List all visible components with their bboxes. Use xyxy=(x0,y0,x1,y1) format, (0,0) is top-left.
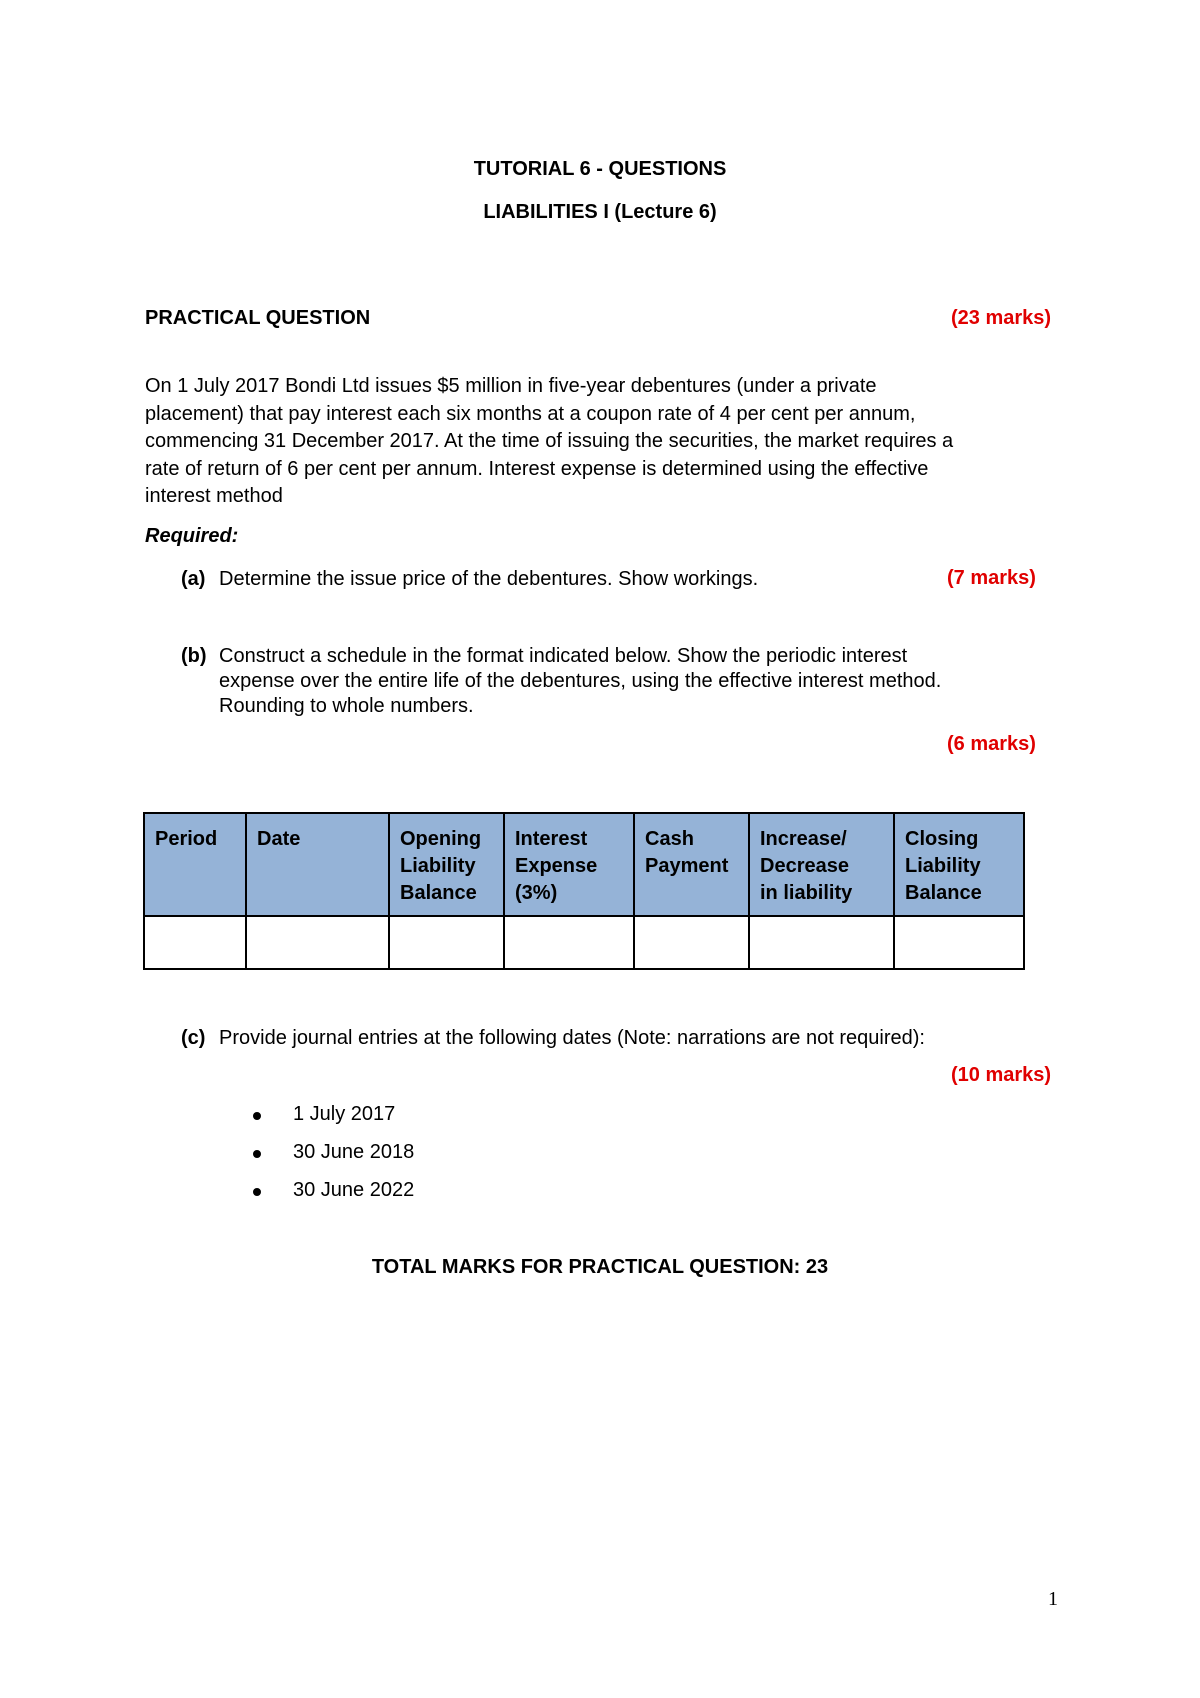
document-title: TUTORIAL 6 - QUESTIONS xyxy=(473,158,727,180)
part-b-label: (b) xyxy=(181,645,207,667)
header-increase-decrease: Increase/ Decrease in liability xyxy=(749,813,894,916)
part-b-text xyxy=(219,644,941,719)
paragraph-line: placement) that pay interest each six months at a coupon rate of 4 per cent per annum, xyxy=(145,402,916,425)
schedule-table xyxy=(143,812,1025,970)
table-row xyxy=(144,916,1024,969)
table-cell xyxy=(389,916,504,969)
paragraph-line: interest method xyxy=(145,485,283,507)
bullet-icon xyxy=(253,1150,261,1158)
table-cell xyxy=(504,916,634,969)
paragraph-line: rate of return of 6 per cent per annum. Interest expense is determined using the effective xyxy=(145,457,929,480)
paragraph-line: On 1 July 2017 Bondi Ltd issues $5 million in five-year debentures (under a private xyxy=(145,375,877,397)
practical-question-marks: (23 marks) xyxy=(951,307,1052,329)
practical-question-heading: PRACTICAL QUESTION xyxy=(145,307,371,329)
bullet-icon xyxy=(253,1112,261,1120)
bullet-icon xyxy=(253,1188,261,1196)
part-b-marks: (6 marks) xyxy=(947,733,1036,755)
header-closing-liability-balance: Closing Liability Balance xyxy=(894,813,1024,916)
header-opening-liability-balance: Opening Liability Balance xyxy=(389,813,504,916)
part-c-label: (c) xyxy=(181,1027,206,1049)
part-c-text: Provide journal entries at the following dates (Note: narrations are not required): xyxy=(219,1027,925,1049)
part-c-marks: (10 marks) xyxy=(951,1064,1052,1086)
page-number: 1 xyxy=(1048,1588,1058,1610)
part-a-text: Determine the issue price of the debentures. Show workings. xyxy=(219,568,759,590)
part-b-line: Rounding to whole numbers. xyxy=(219,695,474,717)
table-cell xyxy=(144,916,246,969)
part-b-line: expense over the entire life of the debentures, using the effective interest method. xyxy=(219,670,942,692)
document-subtitle: LIABILITIES I (Lecture 6) xyxy=(483,201,717,223)
header-cash-payment: Cash Payment xyxy=(634,813,749,916)
total-marks: TOTAL MARKS FOR PRACTICAL QUESTION: 23 xyxy=(371,1256,829,1278)
header-interest-expense: Interest Expense (3%) xyxy=(504,813,634,916)
table-cell xyxy=(246,916,389,969)
part-a-marks: (7 marks) xyxy=(947,567,1036,589)
paragraph-line: commencing 31 December 2017. At the time of issuing the securities, the market requires a xyxy=(145,430,954,452)
required-label: Required: xyxy=(145,525,239,547)
part-b-line: Construct a schedule in the format indicated below. Show the periodic interest xyxy=(219,645,908,667)
part-a-label: (a) xyxy=(181,568,206,590)
table-cell xyxy=(634,916,749,969)
question-paragraph xyxy=(145,373,1105,511)
table-header-row xyxy=(144,813,1024,916)
table-cell xyxy=(894,916,1024,969)
table-cell xyxy=(749,916,894,969)
header-period: Period xyxy=(144,813,246,916)
header-date: Date xyxy=(246,813,389,916)
